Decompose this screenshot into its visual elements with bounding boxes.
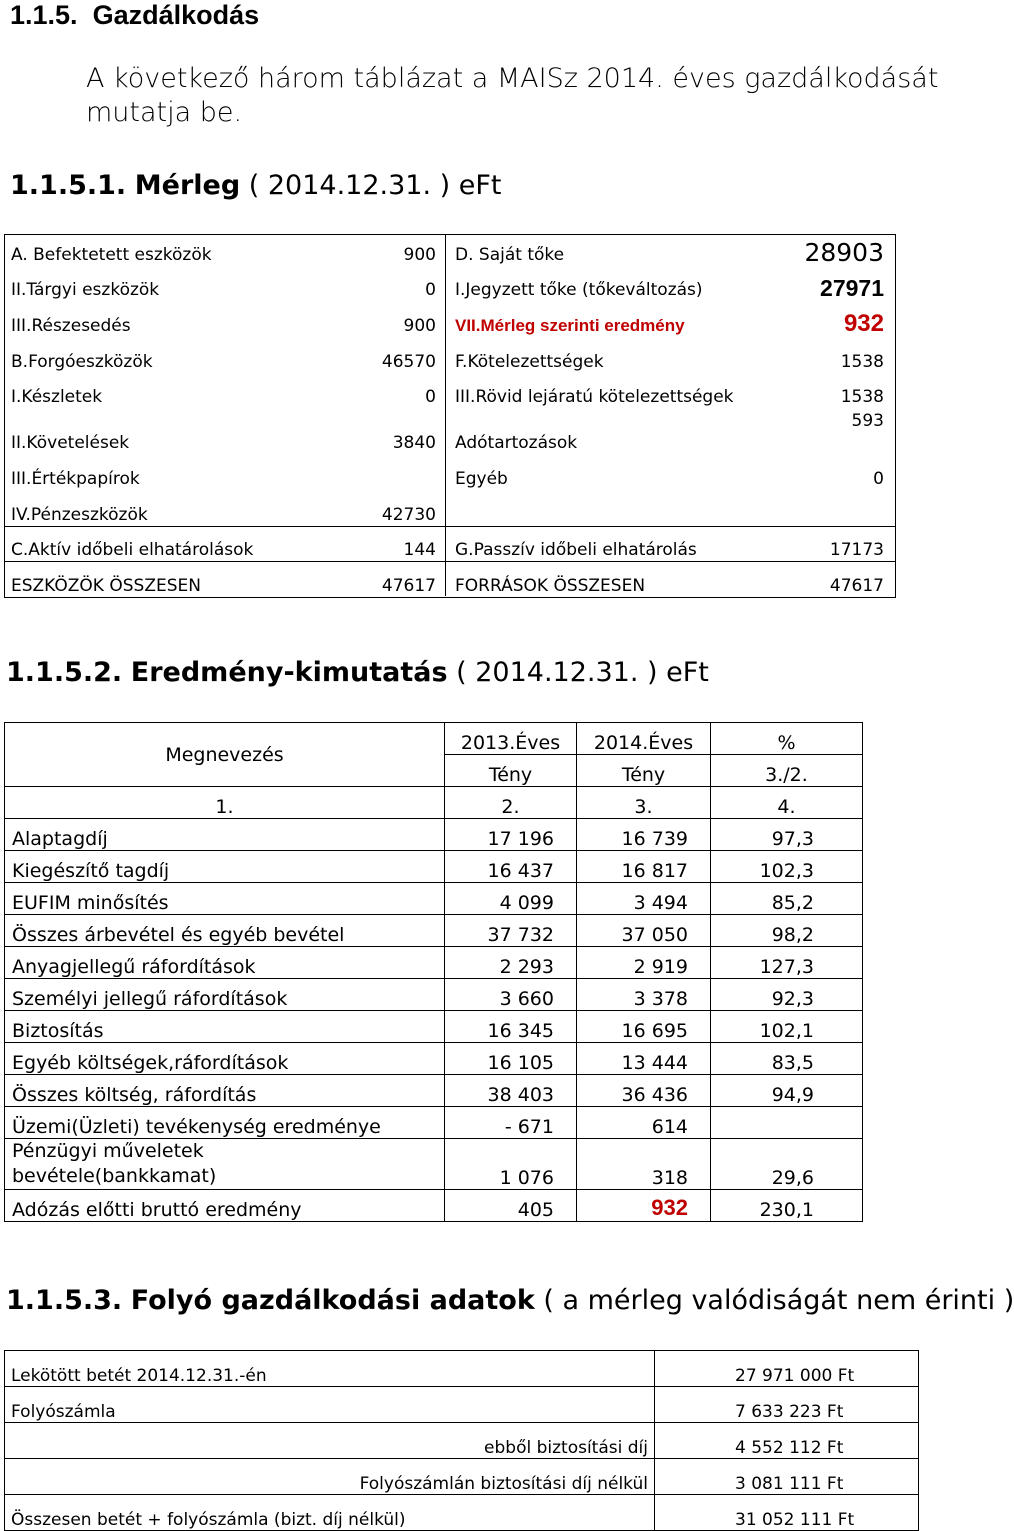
table-row <box>5 947 863 979</box>
liability-label: D. Saját tőke <box>455 245 565 265</box>
col-index: 4. <box>711 787 863 819</box>
section-title: Gazdálkodás <box>92 0 260 30</box>
balance-number: 1.1.5.1. <box>10 170 127 201</box>
value-2014: 13 444 <box>577 1043 711 1075</box>
value-2013: 38 403 <box>445 1075 577 1107</box>
table-row <box>5 1459 919 1495</box>
value-pct: 98,2 <box>711 915 863 947</box>
value-pct: 92,3 <box>711 979 863 1011</box>
value-pct: 85,2 <box>711 883 863 915</box>
table-header-row <box>5 723 863 755</box>
value-2013: 1 076 <box>445 1139 577 1190</box>
table-row <box>5 1107 863 1139</box>
value-pct: 29,6 <box>711 1139 863 1190</box>
liability-value: 47617 <box>829 576 884 596</box>
liability-value: 593 <box>851 411 884 431</box>
value-2014: 614 <box>577 1107 711 1139</box>
table-row <box>5 1139 863 1190</box>
asset-value: 900 <box>403 245 436 265</box>
table-row <box>5 915 863 947</box>
income-number: 1.1.5.2. <box>6 657 123 688</box>
row-name: Összes árbevétel és egyéb bevétel <box>5 915 445 947</box>
row-name: Üzemi(Üzleti) tevékenység eredménye <box>5 1107 445 1139</box>
asset-value: 900 <box>403 316 436 336</box>
value-2013: - 671 <box>445 1107 577 1139</box>
current-table <box>4 1350 919 1531</box>
row-name: Egyéb költségek,ráfordítások <box>5 1043 445 1075</box>
value-pct: 97,3 <box>711 819 863 851</box>
current-heading <box>6 1285 1014 1316</box>
liability-value: 1538 <box>840 352 884 372</box>
asset-label: II.Követelések <box>11 433 130 453</box>
income-heading <box>6 657 709 688</box>
asset-value: 42730 <box>381 505 436 525</box>
table-row <box>5 1011 863 1043</box>
asset-label: III.Részesedés <box>11 316 131 336</box>
liability-label: III.Rövid lejáratú kötelezettségek <box>455 387 734 407</box>
row-name: Kiegészítő tagdíj <box>5 851 445 883</box>
current-value: 27 971 000 Ft <box>655 1351 919 1387</box>
value-2013: 405 <box>445 1190 577 1222</box>
header-fact: Tény <box>445 755 577 787</box>
value-2014: 932 <box>577 1190 711 1222</box>
value-2014: 3 494 <box>577 883 711 915</box>
asset-label: B.Forgóeszközök <box>11 352 153 372</box>
asset-label: ESZKÖZÖK ÖSSZESEN <box>11 576 201 596</box>
value-pct: 102,1 <box>711 1011 863 1043</box>
row-name: EUFIM minősítés <box>5 883 445 915</box>
value-pct: 230,1 <box>711 1190 863 1222</box>
value-2014: 3 378 <box>577 979 711 1011</box>
row-name-line: Pénzügyi műveletek <box>12 1140 204 1162</box>
value-2014: 2 919 <box>577 947 711 979</box>
asset-value: 46570 <box>381 352 436 372</box>
asset-label: A. Befektetett eszközök <box>11 245 212 265</box>
asset-label: II.Tárgyi eszközök <box>11 280 160 300</box>
liability-value: 0 <box>873 469 884 489</box>
income-table <box>4 722 863 1222</box>
asset-value: 0 <box>425 280 436 300</box>
liability-label: I.Jegyzett tőke (tőkeváltozás) <box>455 280 703 300</box>
balance-heading <box>10 170 501 201</box>
table-row <box>5 1423 919 1459</box>
col-index: 3. <box>577 787 711 819</box>
section-heading <box>10 0 259 31</box>
row-name: Alaptagdíj <box>5 819 445 851</box>
value-2013: 16 105 <box>445 1043 577 1075</box>
value-2013: 3 660 <box>445 979 577 1011</box>
value-2013: 2 293 <box>445 947 577 979</box>
row-name: Személyi jellegű ráfordítások <box>5 979 445 1011</box>
value-2014: 16 739 <box>577 819 711 851</box>
liability-value: 27971 <box>820 275 884 301</box>
current-title: Folyó gazdálkodási adatok <box>130 1285 535 1316</box>
income-suffix: ( 2014.12.31. ) eFt <box>447 657 709 688</box>
asset-value: 3840 <box>392 433 436 453</box>
value-pct: 127,3 <box>711 947 863 979</box>
liability-label: F.Kötelezettségek <box>455 352 604 372</box>
header-fact: Tény <box>577 755 711 787</box>
liability-label: VII.Mérleg szerinti eredmény <box>455 316 685 335</box>
header-ratio: 3./2. <box>711 755 863 787</box>
header-pct: % <box>711 723 863 755</box>
table-row <box>5 1387 919 1423</box>
liability-value: 17173 <box>829 540 884 560</box>
value-2014: 318 <box>577 1139 711 1190</box>
row-name: Anyagjellegű ráfordítások <box>5 947 445 979</box>
current-number: 1.1.5.3. <box>6 1285 123 1316</box>
value-pct <box>711 1107 863 1139</box>
col-index: 1. <box>5 787 445 819</box>
current-value: 7 633 223 Ft <box>655 1387 919 1423</box>
current-value: 3 081 111 Ft <box>655 1459 919 1495</box>
current-value: 31 052 111 Ft <box>655 1495 919 1531</box>
balance-title: Mérleg <box>134 170 241 201</box>
table-row <box>5 979 863 1011</box>
row-name: Összes költség, ráfordítás <box>5 1075 445 1107</box>
income-title: Eredmény-kimutatás <box>130 657 448 688</box>
table-row <box>5 1495 919 1531</box>
value-pct: 94,9 <box>711 1075 863 1107</box>
table-row <box>5 1351 919 1387</box>
header-name: Megnevezés <box>5 723 445 787</box>
value-2014: 36 436 <box>577 1075 711 1107</box>
asset-label: C.Aktív időbeli elhatárolások <box>11 540 254 560</box>
liability-label: FORRÁSOK ÖSSZESEN <box>455 576 646 596</box>
asset-value: 47617 <box>381 576 436 596</box>
liability-value: 28903 <box>804 238 884 267</box>
intro-text: A következő három táblázat a MAISz 2014. éves gazdálkodását mutatja be. <box>86 63 939 128</box>
section-number: 1.1.5. <box>10 0 78 30</box>
current-label: Lekötött betét 2014.12.31.-én <box>5 1351 655 1387</box>
asset-label: IV.Pénzeszközök <box>11 505 148 525</box>
table-row <box>5 1075 863 1107</box>
current-label: Folyószámla <box>5 1387 655 1423</box>
value-2013: 16 437 <box>445 851 577 883</box>
table-row <box>5 851 863 883</box>
current-label: Folyószámlán biztosítási díj nélkül <box>5 1459 655 1495</box>
table-row <box>5 1190 863 1222</box>
liability-value: 932 <box>843 310 884 337</box>
table-index-row <box>5 787 863 819</box>
value-pct: 102,3 <box>711 851 863 883</box>
table-row <box>5 883 863 915</box>
current-label: Összesen betét + folyószámla (bizt. díj nélkül) <box>5 1495 655 1531</box>
header-2014: 2014.Éves <box>577 723 711 755</box>
liability-label: Egyéb <box>455 469 508 489</box>
value-pct: 83,5 <box>711 1043 863 1075</box>
row-name-line: bevétele(bankkamat) <box>12 1165 217 1187</box>
value-2014: 37 050 <box>577 915 711 947</box>
current-label: ebből biztosítási díj <box>5 1423 655 1459</box>
value-2014: 16 817 <box>577 851 711 883</box>
value-2013: 4 099 <box>445 883 577 915</box>
liability-value: 1538 <box>840 387 884 407</box>
current-value: 4 552 112 Ft <box>655 1423 919 1459</box>
value-2013: 16 345 <box>445 1011 577 1043</box>
balance-suffix: ( 2014.12.31. ) eFt <box>240 170 502 201</box>
value-2013: 37 732 <box>445 915 577 947</box>
asset-value: 0 <box>425 387 436 407</box>
asset-label: I.Készletek <box>11 387 103 407</box>
liability-label: Adótartozások <box>455 433 578 453</box>
table-row <box>5 1043 863 1075</box>
current-suffix: ( a mérleg valódiságát nem érinti ) <box>534 1285 1014 1316</box>
row-name: Adózás előtti bruttó eredmény <box>5 1190 445 1222</box>
row-name <box>5 1139 445 1190</box>
asset-label: III.Értékpapírok <box>11 469 140 489</box>
row-name: Biztosítás <box>5 1011 445 1043</box>
header-2013: 2013.Éves <box>445 723 577 755</box>
col-index: 2. <box>445 787 577 819</box>
table-row <box>5 819 863 851</box>
value-2013: 17 196 <box>445 819 577 851</box>
liability-label: G.Passzív időbeli elhatárolás <box>455 540 697 560</box>
asset-value: 144 <box>403 540 436 560</box>
value-2014: 16 695 <box>577 1011 711 1043</box>
